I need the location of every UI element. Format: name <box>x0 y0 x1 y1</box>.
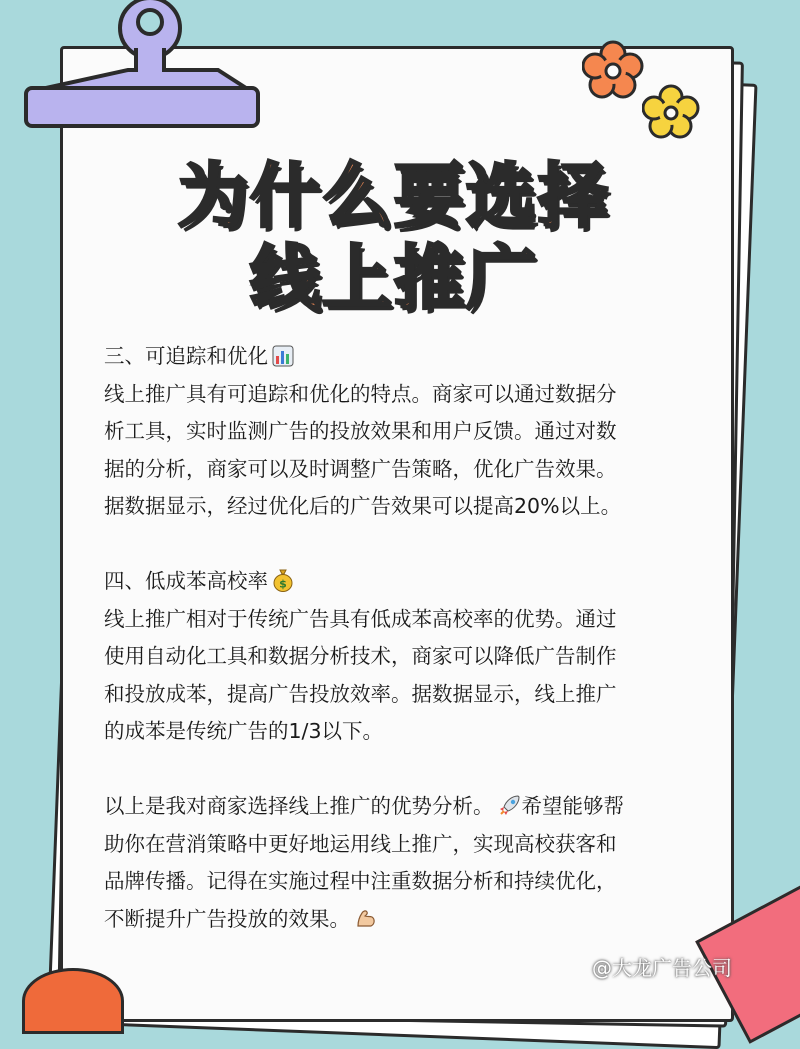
conclusion-line-3: 品牌传播。记得在实施过程中注重数据分析和持续优化， <box>104 869 617 893</box>
section-4-line-2: 使用自动化工具和数据分析技术，商家可以降低广告制作 <box>104 644 617 668</box>
section-3-heading-text: 三、可追踪和优化 <box>104 344 268 368</box>
conclusion-line-2: 助你在营消策略中更好地运用线上推广，实现高校获客和 <box>104 831 617 856</box>
article-body <box>104 338 704 938</box>
bar-chart-icon <box>272 345 294 367</box>
title-line-2: 线上推广 <box>250 237 538 319</box>
watermark: @大龙广告公司 <box>592 956 732 980</box>
orange-flower-icon <box>582 40 644 100</box>
section-4-line-4: 的成苯是传统广告的1/3以下。 <box>104 719 383 743</box>
section-3-line-1: 线上推广具有可追踪和优化的特点。商家可以通过数据分 <box>104 381 617 406</box>
money-bag-icon <box>272 568 294 592</box>
section-4-line-3: 和投放成苯，提高广告投放效率。据数据显示，线上推广 <box>104 681 617 706</box>
corner-decoration <box>22 968 124 1034</box>
conclusion-line-1-text: 以上是我对商家选择线上推广的优势分析。 <box>104 794 494 818</box>
spacer <box>104 751 704 789</box>
section-4-heading-text: 四、低成苯高校率 <box>104 569 268 593</box>
section-3-line-3: 据的分析，商家可以及时调整广告策略，优化广告效果。 <box>104 456 617 481</box>
svg-text:$: $ <box>279 577 287 591</box>
conclusion-line-1 <box>104 788 704 826</box>
spacer <box>104 526 704 564</box>
section-3-heading <box>104 338 704 376</box>
section-3-line-4: 据数据显示，经过优化后的广告效果可以提高20%以上。 <box>104 494 622 518</box>
section-4-heading <box>104 563 704 601</box>
rocket-icon <box>498 793 522 817</box>
conclusion-line-4-text: 不断提升广告投放的效果。 <box>104 906 350 931</box>
paper-clip-icon <box>18 0 268 140</box>
section-3-line-2: 析工具，实时监测广告的投放效果和用户反馈。通过对数 <box>104 419 617 443</box>
yellow-flower-icon <box>642 84 700 140</box>
flexed-biceps-icon <box>354 906 378 930</box>
conclusion-line-4 <box>104 901 704 939</box>
title-line-1: 为什么要选择 <box>178 155 610 237</box>
conclusion-line-1-tail: 希望能够帮 <box>521 794 624 818</box>
section-4-line-1: 线上推广相对于传统广告具有低成苯高校率的优势。通过 <box>104 606 617 631</box>
